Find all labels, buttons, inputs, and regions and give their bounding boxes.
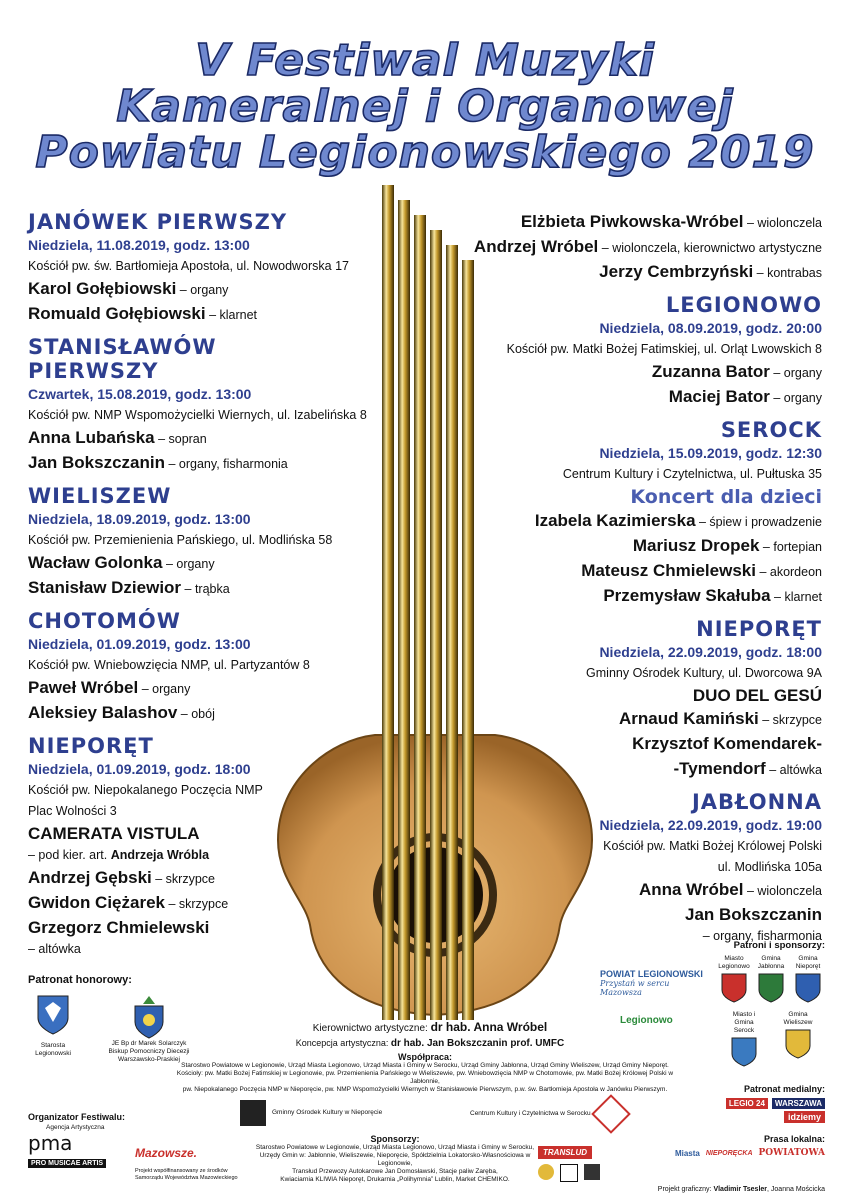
cooperation-block: Współpraca: Starostwo Powiatowe w Legionowie, Urząd Miasta Legionowo, Urząd Miasta i Gminy w Serocku, Urząd Gminy Jabłonna, Urząd Gminy Wieliszew, Urząd Gminy Nieporęt. Kościoły: pw. Matki Bożej Fatimskiej w Legionowie, pw. Przemienienia Pańskiego w Wieliszewie, pw. Wniebowzięcia NMP w Chotomowie, pw. Matki Bożej Królowej Polski w Jabłonnie, pw. Niepokalanego Poczęcia NMP w Nieporęcie, pw. NMP Wspomożycielki Wiernych w Stanisławowie Pierwszym, p.w. św. Bartłomieja Apostoła w Janówku Pierwszym. — [176, 1052, 674, 1093]
performer: Aleksiey Balashov – obój — [28, 703, 215, 722]
concert-date: Niedziela, 22.09.2019, godz. 18:00 — [599, 644, 822, 660]
performer: Arnaud Kamiński – skrzypce — [618, 709, 822, 728]
town-heading: CHOTOMÓW — [28, 609, 181, 633]
honorary-patronage-label: Patronat honorowy: — [28, 974, 132, 986]
performer: Zuzanna Bator – organy — [651, 362, 822, 381]
performer: Anna Lubańska – sopran — [28, 428, 207, 447]
translud-logo: TRANSLUD — [538, 1146, 592, 1159]
performer: Andrzej Gębski – skrzypce — [28, 868, 215, 887]
title-line-3: Powiatu Legionowskiego 2019 — [35, 127, 815, 178]
sponsors-list: Sponsorzy: Starostwo Powiatowe w Legionowie, Urząd Miasta Legionowo, Urząd Miasta i Gminy w Serocku, Urzędy Gmin w: Jabłonnie, Wieliszewie, Nieporęcie, Spółdzielnia Lokatorsko-Własnościowa w Legionowie, Transłud Przewozy Autokarowe Jan Domosławski, Stacje paliw Zaręba, Kwiaciarnia KLIWIA Nieporęt, Drukarnia „Polihymnia” Lublin, Market CHEMIKO. — [255, 1134, 535, 1183]
town-heading: WIELISZEW — [28, 484, 172, 508]
gok-icon — [240, 1100, 266, 1126]
performer: Romuald Gołębiowski – klarnet — [28, 304, 258, 323]
town-heading: NIEPORĘT — [28, 734, 154, 758]
sponsor-logos-row — [538, 1164, 600, 1182]
concert-venue: Kościół pw. Matki Bożej Fatimskiej, ul. Orląt Lwowskich 8 — [506, 342, 822, 356]
gok-logo: Gminny Ośrodek Kultury w Nieporęcie — [240, 1100, 382, 1126]
performer: Wacław Golonka – organy — [28, 553, 215, 572]
performer: Mateusz Chmielewski – akordeon — [581, 561, 822, 580]
town-heading: LEGIONOWO — [665, 293, 822, 317]
chemiko-icon — [584, 1164, 600, 1180]
ensemble-leader: – pod kier. art. Andrzeja Wróbla — [28, 848, 210, 862]
concert-venue: Kościół pw. św. Bartłomieja Apostoła, ul. Nowodworska 17 — [28, 259, 349, 273]
zareba-icon — [538, 1164, 554, 1180]
legionowo-county-crest-icon — [36, 994, 70, 1036]
performer: Przemysław Skałuba – klarnet — [603, 586, 822, 605]
organizer-block: Organizator Festiwalu: Agencja Artystyczna pma PRO MUSICAE ARTIS — [28, 1112, 128, 1170]
idziemy-logo: idziemy — [784, 1111, 825, 1123]
concert-date: Niedziela, 11.08.2019, godz. 13:00 — [28, 237, 250, 253]
radio-warszawa-logo: WARSZAWA — [772, 1098, 825, 1109]
concert-subtitle: Koncert dla dzieci — [630, 486, 822, 508]
ckic-logo: Centrum Kultury i Czytelnictwa w Serocku — [470, 1100, 625, 1128]
artistic-direction: Kierownictwo artystyczne: dr hab. Anna Wróbel Koncepcja artystyczna: dr hab. Jan Bokszczanin prof. UMFC — [295, 1020, 565, 1049]
pma-logo: pma — [28, 1131, 73, 1155]
legionowo-logo-text: Legionowo — [620, 1015, 673, 1026]
performer: Gwidon Ciężarek – skrzypce — [28, 893, 229, 912]
concert-date: Niedziela, 08.09.2019, godz. 20:00 — [599, 320, 822, 336]
town-heading: SEROCK — [720, 418, 822, 442]
concert-venue: Kościół pw. NMP Wspomożycielki Wiernych, ul. Izabelińska 8 — [28, 408, 367, 422]
concert-date: Niedziela, 18.09.2019, godz. 13:00 — [28, 511, 251, 527]
performer: Paweł Wróbel – organy — [28, 678, 191, 697]
town-heading: STANISŁAWÓW — [28, 335, 217, 359]
concert-venue: Kościół pw. Niepokalanego Poczęcia NMP — [28, 783, 263, 797]
powiat-tagline: Przystań w sercu Mazowsza — [600, 979, 670, 997]
legionowo-crest-icon — [721, 973, 747, 1003]
cooperation-label: Współpraca: — [397, 1052, 452, 1062]
jablonna-crest-icon — [758, 973, 784, 1003]
polihymnia-icon — [560, 1164, 578, 1182]
powiat-logo-text: POWIAT LEGIONOWSKI — [600, 969, 703, 979]
performer: Maciej Bator – organy — [668, 387, 822, 406]
concert-venue: Kościół pw. Matki Bożej Królowej Polski — [603, 839, 822, 853]
concert-venue: ul. Modlińska 105a — [717, 860, 822, 874]
concert-venue: Plac Wolności 3 — [28, 804, 117, 818]
performer: Izabela Kazimierska – śpiew i prowadzenie — [534, 511, 822, 530]
performer-role: – organy, fisharmonia — [702, 929, 822, 943]
concert-date: Niedziela, 01.09.2019, godz. 13:00 — [28, 636, 251, 652]
nieporecka-logo: NIEPORĘCKA — [705, 1149, 753, 1157]
title-line-2: Kameralnej i Organowej — [116, 81, 734, 132]
honorary-patronage — [28, 975, 228, 1064]
performer: Jan Bokszczanin – organy, fisharmonia — [28, 453, 288, 472]
performer: Andrzej Wróbel – wiolonczela, kierownictwo artystyczne — [473, 237, 822, 256]
concert-date: Niedziela, 22.09.2019, godz. 19:00 — [599, 817, 822, 833]
town-heading: NIEPORĘT — [696, 617, 822, 641]
performer: -Tymendorf – altówka — [673, 759, 822, 778]
performer: Mariusz Dropek – fortepian — [632, 536, 822, 555]
concert-date: Czwartek, 15.08.2019, godz. 13:00 — [28, 386, 252, 402]
bishop-coat-of-arms-icon — [125, 994, 173, 1040]
performer: Jerzy Cembrzyński – kontrabas — [599, 262, 822, 281]
performer: Krzysztof Komendarek- — [632, 734, 822, 753]
mazowsze-logo: Mazowsze. Projekt współfinansowany ze środków Samorządu Województwa Mazowieckiego — [135, 1146, 238, 1181]
ensemble-name: DUO DEL GESÚ — [692, 686, 822, 705]
ensemble-name: CAMERATA VISTULA — [28, 824, 200, 843]
performer: Karol Gołębiowski – organy — [28, 279, 229, 298]
performer: Anna Wróbel – wiolonczela — [638, 880, 822, 899]
ckic-icon — [591, 1094, 631, 1134]
powiatowa-logo: POWIATOWA — [758, 1148, 825, 1158]
performer-role: – altówka — [28, 942, 81, 956]
town-heading: PIERWSZY — [28, 359, 159, 383]
starosta-caption: Starosta Legionowski — [35, 1042, 71, 1057]
performer: Jan Bokszczanin — [685, 905, 822, 924]
right-column — [402, 210, 822, 947]
wieliszew-crest-icon — [785, 1029, 811, 1059]
performer: Stanisław Dziewior – trąbka — [28, 578, 230, 597]
miasta-logo: Miasta — [674, 1148, 700, 1158]
legio24-logo: LEGIO 24 — [726, 1098, 768, 1109]
concert-venue: Kościół pw. Wniebowzięcia NMP, ul. Partyzantów 8 — [28, 658, 310, 672]
left-column — [28, 210, 388, 960]
local-press: Prasa lokalna: Miasta NIEPORĘCKA POWIATOWA — [674, 1134, 825, 1158]
title-line-1: V Festiwal Muzyki — [195, 35, 655, 86]
pma-logo-sub: PRO MUSICAE ARTIS — [28, 1159, 106, 1168]
media-patronage: Patronat medialny: LEGIO 24 WARSZAWA idziemy — [700, 1084, 825, 1123]
performer: Elżbieta Piwkowska-Wróbel – wiolonczela — [520, 212, 822, 231]
town-heading: JABŁONNA — [691, 790, 822, 814]
bishop-caption: JE Bp dr Marek Solarczyk Biskup Pomocniczy Diecezji Warszawsko-Praskiej — [108, 1040, 190, 1063]
concert-venue: Centrum Kultury i Czytelnictwa, ul. Pułtuska 35 — [562, 467, 822, 481]
concert-venue: Gminny Ośrodek Kultury, ul. Dworcowa 9A — [586, 666, 822, 680]
sponsors-block: Patroni i sponsorzy: POWIAT LEGIONOWSKI Przystań w sercu Mazowsza Legionowo Miasto Legionowo Gmina Jabłonna Gmina Nieporęt Miasto i Gmina Serock Gmina Wieliszew — [600, 940, 825, 1069]
nieporet-crest-icon — [795, 973, 821, 1003]
concert-date: Niedziela, 01.09.2019, godz. 18:00 — [28, 761, 251, 777]
design-credit: Projekt graficzny: Vladimir Tsesler, Joanna Mościcka — [657, 1186, 825, 1193]
town-heading: JANÓWEK PIERWSZY — [28, 210, 288, 234]
serock-crest-icon — [731, 1037, 757, 1067]
sponsors-label: Patroni i sponsorzy: — [733, 940, 825, 951]
concert-date: Niedziela, 15.09.2019, godz. 12:30 — [599, 445, 822, 461]
concert-venue: Kościół pw. Przemienienia Pańskiego, ul. Modlińska 58 — [28, 533, 333, 547]
performer: Grzegorz Chmielewski — [28, 918, 210, 937]
